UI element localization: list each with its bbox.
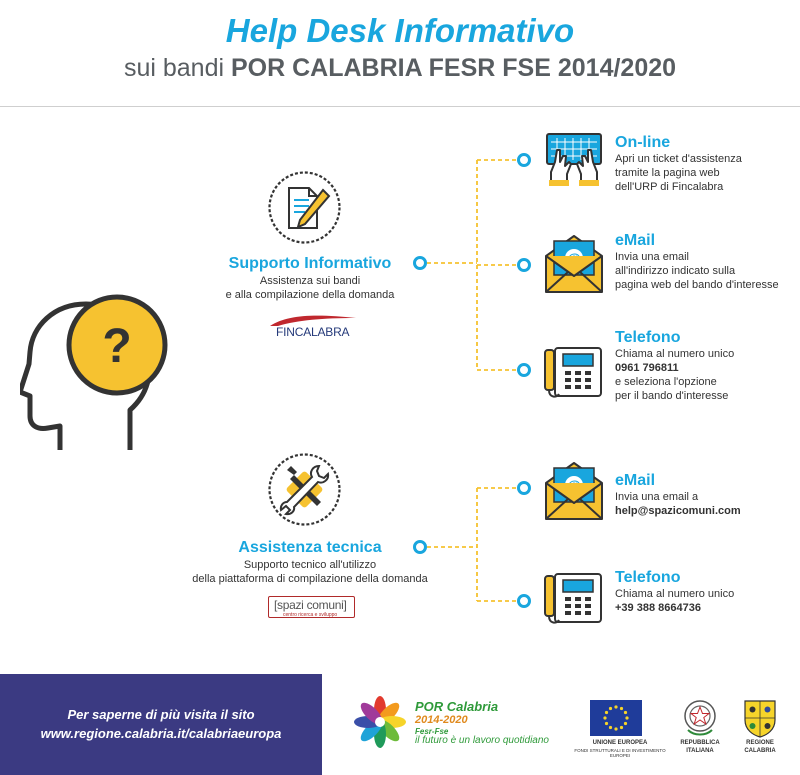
telephone-icon <box>543 342 605 400</box>
online-line1: Apri un ticket d'assistenza <box>615 153 742 165</box>
envelope-icon <box>543 234 605 294</box>
italian-republic-emblem-icon <box>682 698 718 738</box>
email2-address: help@spazicomuni.com <box>615 505 741 517</box>
section-tech-desc2: della piattaforma di compilazione della domanda <box>192 573 428 585</box>
email1-dot <box>519 260 530 271</box>
email2-address-wrap <box>615 504 741 518</box>
rc-label1: REGIONE <box>746 740 774 746</box>
section-tech-dot <box>415 542 426 553</box>
phone2-dot <box>519 596 530 607</box>
spazicomuni-logo: [spazi comuni] <box>274 598 347 612</box>
section-tech-title: Assistenza tecnica <box>238 539 382 556</box>
phone1-title: Telefono <box>615 329 681 346</box>
phone2-number: +39 388 8664736 <box>615 602 701 614</box>
section-tech-desc1: Supporto tecnico all'utilizzo <box>243 559 377 571</box>
phone1-number-wrap <box>615 361 679 375</box>
por-calabria-flower-icon <box>352 694 408 750</box>
head-question-icon <box>20 292 170 457</box>
section-info-desc1: Assistenza sui bandi <box>259 275 361 287</box>
eu-sub-label: FONDI STRUTTURALI E DI INVESTIMENTO EUROPEI <box>574 748 666 758</box>
por-funds: Fesr-Fse <box>415 727 449 736</box>
phone2-title: Telefono <box>615 569 681 586</box>
it-label1: REPUBBLICA <box>680 740 720 746</box>
section-info-desc2: e alla compilazione della domanda <box>225 289 395 301</box>
phone1-line4: per il bando d'interesse <box>615 390 729 402</box>
phone2-number-wrap <box>615 601 701 615</box>
document-pen-icon <box>267 170 342 245</box>
tools-icon <box>267 452 342 527</box>
rc-label2: CALABRIA <box>744 748 776 754</box>
telephone-icon <box>543 568 605 626</box>
phone1-number: 0961 796811 <box>615 362 679 374</box>
email1-line3: pagina web del bando d'interesse <box>615 279 779 291</box>
it-label2: ITALIANA <box>686 748 714 754</box>
section-info-dot <box>415 258 426 269</box>
fincalabra-logo: FINCALABRA <box>276 325 350 339</box>
email1-line2: all'indirizzo indicato sulla <box>615 265 736 277</box>
por-title: POR Calabria <box>415 699 499 714</box>
subtitle-prefix: sui bandi <box>123 54 231 82</box>
email2-dot <box>519 483 530 494</box>
email1-line1: Invia una email <box>615 251 689 263</box>
footer-visit-link[interactable]: www.regione.calabria.it/calabriaeuropa <box>40 726 282 741</box>
section-info-title: Supporto Informativo <box>228 255 392 272</box>
online-dot <box>519 155 530 166</box>
eu-flag-icon <box>590 700 642 736</box>
email2-line1: Invia una email a <box>615 491 699 503</box>
footer-visit-line1: Per saperne di più visita il sito <box>67 707 255 722</box>
spazicomuni-logo-sub: centro ricerca e sviluppo <box>283 612 338 618</box>
email1-title: eMail <box>615 232 656 249</box>
keyboard-hands-icon <box>543 132 605 188</box>
eu-label: UNIONE EUROPEA <box>592 740 648 746</box>
online-line3: dell'URP di Fincalabra <box>615 181 724 193</box>
regione-calabria-emblem-icon <box>742 698 778 738</box>
footer-visit-banner <box>0 674 322 775</box>
phone2-line1: Chiama al numero unico <box>615 588 735 600</box>
por-years: 2014-2020 <box>415 714 468 726</box>
email2-title: eMail <box>615 472 656 489</box>
phone1-line3: e seleziona l'opzione <box>615 376 717 388</box>
envelope-icon <box>543 461 605 521</box>
page-title: Help Desk Informativo <box>225 12 575 49</box>
phone1-line1: Chiama al numero unico <box>615 348 735 360</box>
subtitle-bold: POR CALABRIA FESR FSE 2014/2020 <box>230 54 677 82</box>
phone1-dot <box>519 365 530 376</box>
online-line2: tramite la pagina web <box>615 167 720 179</box>
online-title: On-line <box>615 134 671 151</box>
svg-text:?: ? <box>102 320 132 373</box>
por-slogan: il futuro è un lavoro quotidiano <box>415 735 549 746</box>
